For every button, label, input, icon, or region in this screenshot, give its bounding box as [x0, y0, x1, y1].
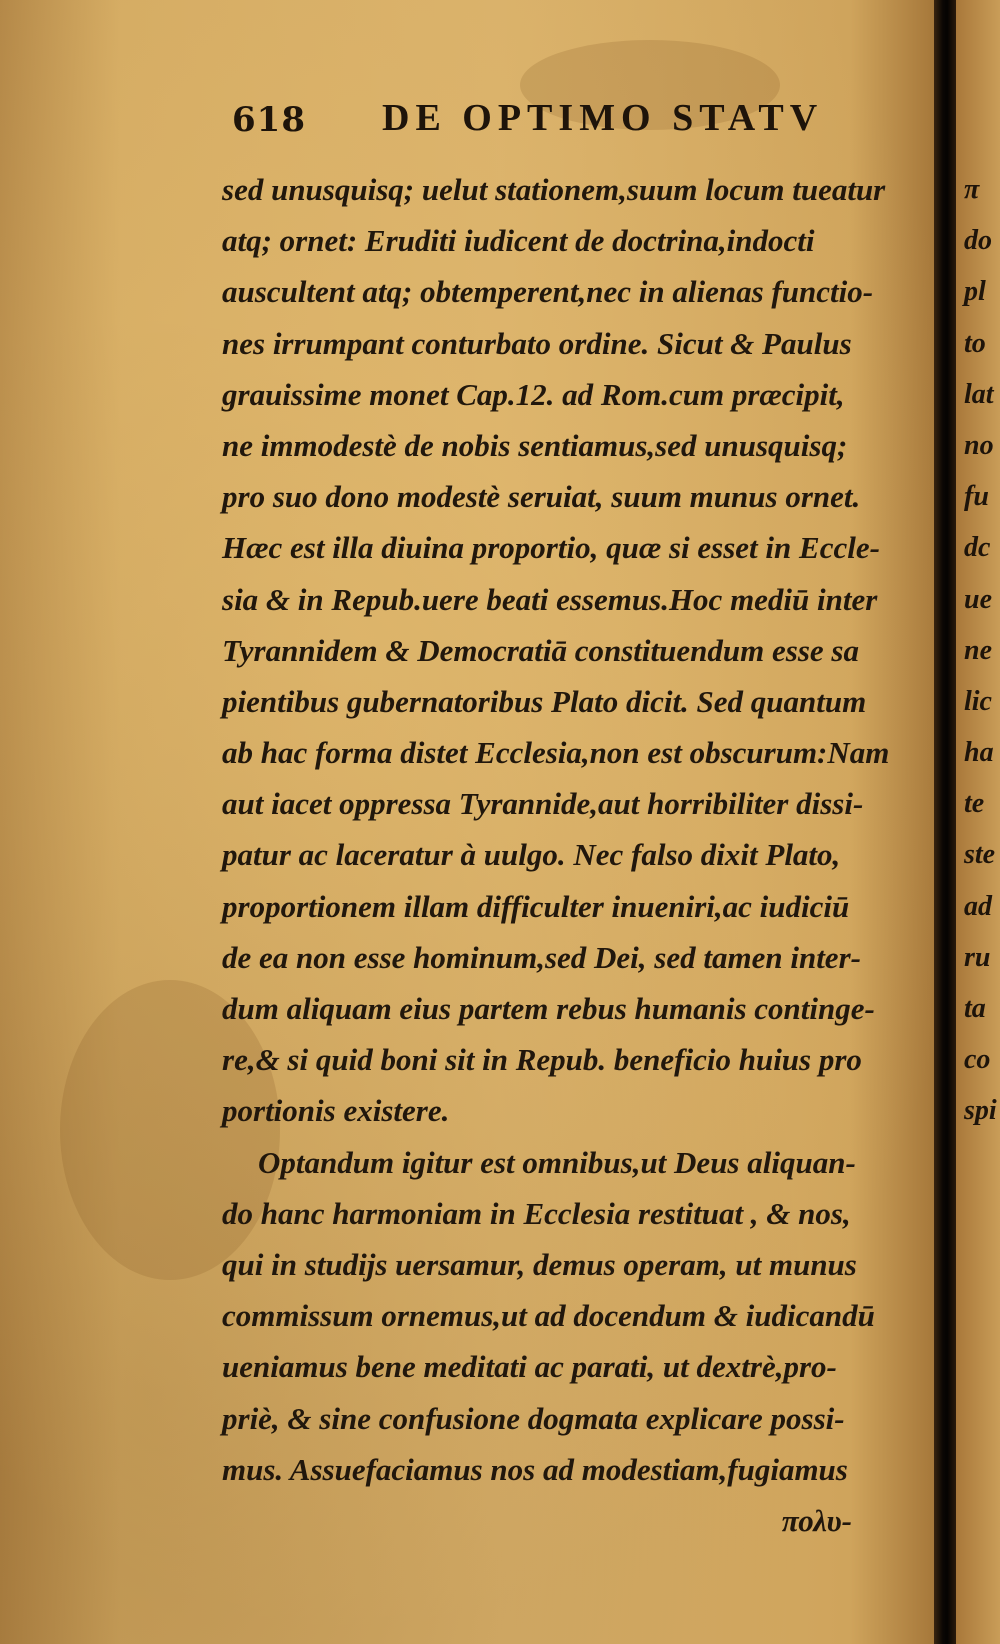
text-line: do hanc harmoniam in Ecclesia restituat , & nos,	[222, 1195, 851, 1231]
text-line: de ea non esse hominum,sed Dei, sed tamen inter-	[222, 939, 861, 975]
facing-page-fragment: ue	[964, 583, 992, 615]
facing-page-fragment: ne	[964, 634, 992, 666]
facing-page-fragment: no	[964, 429, 994, 461]
facing-page-fragment: π	[964, 174, 980, 205]
facing-page-text	[964, 164, 1000, 1137]
body-text	[222, 164, 922, 1546]
text-line: Hæc est illa diuina proportio, quæ si esset in Eccle-	[222, 530, 880, 566]
text-line: auscultent atq; obtemperent,nec in alienas functio-	[222, 274, 874, 310]
facing-page-fragment: co	[964, 1044, 991, 1076]
text-line: ueniamus bene meditati ac parati, ut dextrè,pro-	[222, 1349, 837, 1385]
facing-page-fragment: dc	[964, 532, 991, 564]
facing-page-fragment: ad	[964, 890, 992, 922]
text-line: qui in studijs uersamur, demus operam, ut munus	[222, 1246, 857, 1282]
facing-page-fragment: to	[964, 327, 986, 359]
book-gutter	[934, 0, 956, 1644]
facing-page-fragment: do	[964, 225, 992, 257]
text-line: ab hac forma distet Ecclesia,non est obscurum:Nam	[222, 735, 890, 771]
text-line: mus. Assuefaciamus nos ad modestiam,fugiamus	[222, 1451, 848, 1487]
page-header	[232, 96, 872, 144]
text-line: atq; ornet: Eruditi iudicent de doctrina,indocti	[222, 223, 815, 259]
facing-page-fragment: fu	[964, 481, 989, 513]
facing-page-fragment: te	[964, 788, 985, 820]
text-line: nes irrumpant conturbato ordine. Sicut & Paulus	[222, 325, 852, 361]
catchword: πολυ-	[781, 1502, 852, 1538]
facing-page-fragment: lic	[964, 685, 992, 717]
text-line: pientibus gubernatoribus Plato dicit. Sed quantum	[222, 683, 867, 719]
text-line: re,& si quid boni sit in Repub. beneficio huius pro	[222, 1042, 862, 1078]
text-line: proportionem illam difficulter inueniri,ac iudiciū	[222, 888, 850, 924]
text-line: priè, & sine confusione dogmata explicare possi-	[222, 1400, 845, 1436]
facing-page-fragment: ta	[964, 993, 986, 1024]
text-line: pro suo dono modestè seruiat, suum munus ornet.	[222, 479, 861, 515]
facing-page-fragment: spi	[964, 1095, 997, 1127]
running-title: DE OPTIMO STATV	[382, 97, 824, 139]
facing-page-fragment: ha	[964, 737, 994, 769]
facing-page-fragment: pl	[964, 276, 986, 308]
text-line: sia & in Repub.uere beati essemus.Hoc mediū inter	[222, 581, 878, 617]
facing-page-fragment: lat	[964, 378, 994, 410]
text-line: patur ac laceratur à uulgo. Nec falso dixit Plato,	[222, 837, 841, 873]
text-line: dum aliquam eius partem rebus humanis continge-	[222, 991, 875, 1026]
text-line: sed unusquisq; uelut stationem,suum locum tueatur	[222, 172, 886, 207]
page-number: 618	[232, 100, 306, 140]
text-line: grauissime monet Cap.12. ad Rom.cum præcipit,	[222, 376, 845, 412]
text-line: aut iacet oppressa Tyrannide,aut horribiliter dissi-	[222, 786, 864, 822]
text-line: ne immodestè de nobis sentiamus,sed unusquisq;	[222, 427, 848, 463]
text-line: Tyrannidem & Democratiā constituendum esse sa	[222, 632, 859, 668]
text-line: Optandum igitur est omnibus,ut Deus aliquan-	[258, 1144, 856, 1180]
text-line: portionis existere.	[222, 1093, 450, 1129]
facing-page-fragment: ru	[964, 941, 991, 973]
text-line: commissum ornemus,ut ad docendum & iudicandū	[222, 1298, 875, 1334]
facing-page-fragment: ste	[964, 839, 996, 871]
